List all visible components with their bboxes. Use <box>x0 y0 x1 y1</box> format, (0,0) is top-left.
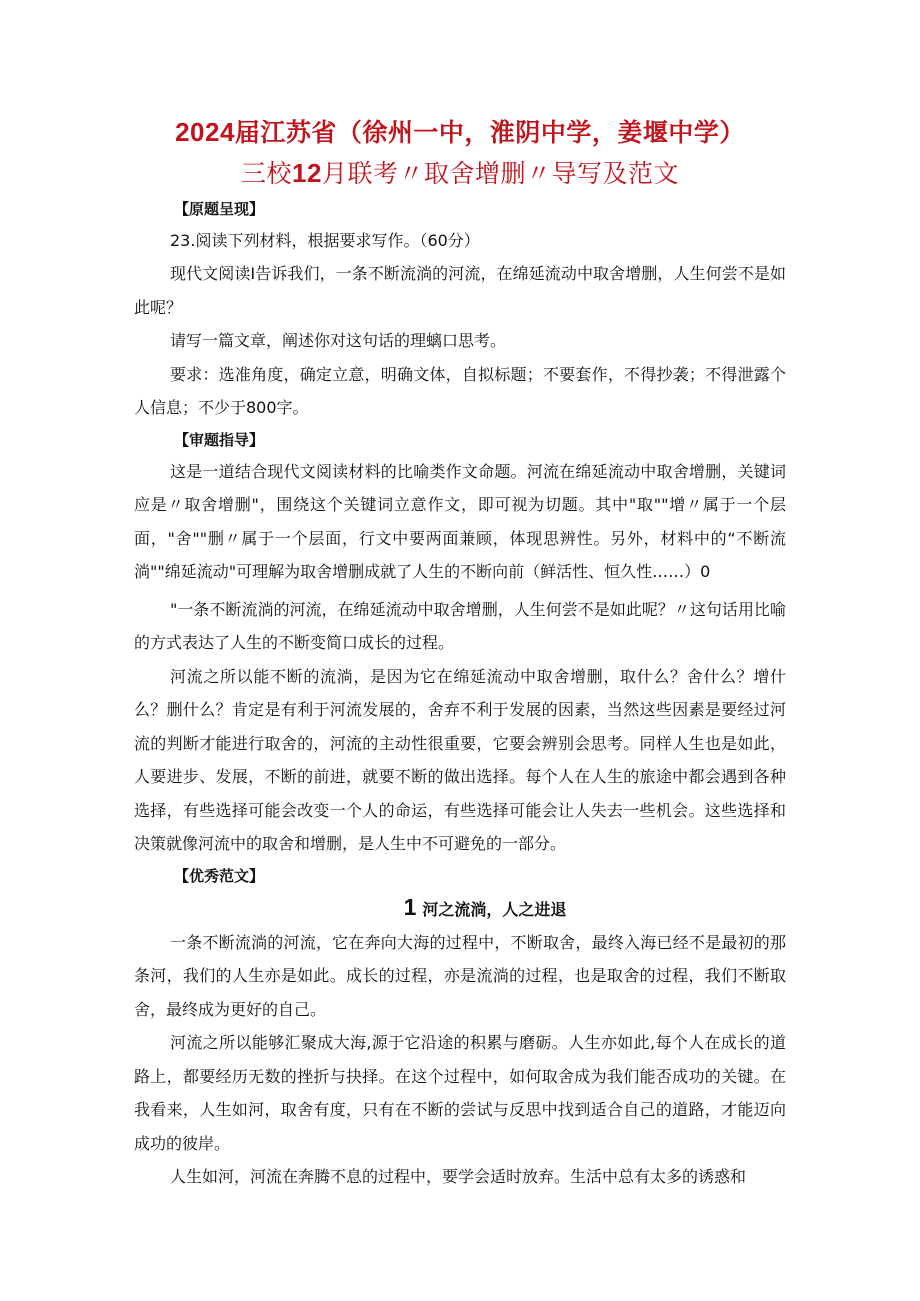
question-task: 请写一篇文章，阐述你对这句话的理螭口思考。 <box>170 331 507 350</box>
essay-paragraph-1: 一条不断流淌的河流，它在奔向大海的过程中，不断取舍，最终入海已经不是最初的那条河，我们的人生亦是如此。成长的过程，亦是流淌的过程，也是取舍的过程，我们不断取舍，最终成为更好的自己。 <box>134 932 786 1019</box>
section-guide-label: 【审题指导】 <box>174 430 265 449</box>
question-requirements: 要求：选准角度，确定立意，明确文体，自拟标题；不要套作，不得抄袭；不得泄露个人信息；不少于800字。 <box>134 364 786 417</box>
document-page <box>134 112 786 1194</box>
document-title-line2: 三校12月联考〃取舍增删〃导写及范文 <box>241 158 679 188</box>
guide-paragraph-1: 这是一道结合现代文阅读材料的比喻类作文命题。河流在绵延流动中取舍增删，关键词应是〃取舍增删"，围绕这个关键词立意作文，即可视为切题。其中"取""增〃属于一个层面，"舍""删〃属于一个层面，行文中要两面兼顾，体现思辨性。另外，材料中的“不断流淌""绵延流动"可理解为取舍增删成就了人生的不断向前（鲜活性、恒久性……）0 <box>134 461 786 581</box>
guide-paragraph-3: 河流之所以能不断的流淌，是因为它在绵延流动中取舍增删，取什么？舍什么？增什么？删什么？肯定是有利于河流发展的，舍弃不利于发展的因素，当然这些因素是要经过河流的判断才能进行取舍的，河流的主动性很重要，它要会辨别会思考。同样人生也是如此，人要进步、发展，不断的前进，就要不断的做出选择。每个人在人生的旅途中都会遇到各种选择，有些选择可能会改变一个人的命运，有些选择可能会让人失去一些机会。这些选择和决策就像河流中的取舍和增删，是人生中不可避免的一部分。 <box>134 666 786 853</box>
essay-paragraph-2: 河流之所以能够汇聚成大海,源于它沿途的积累与磨砺。人生亦如此,每个人在成长的道路上，都要经历无数的挫折与抉择。在这个过程中，如何取舍成为我们能否成功的关键。在我看来，人生如河，取舍有度，只有在不断的尝试与反思中找到适合自己的道路，才能迈向成功的彼岸。 <box>134 1033 786 1153</box>
question-material: 现代文阅读Ⅰ告诉我们，一条不断流淌的河流，在绵延流动中取舍增删，人生何尝不是如此呢？ <box>134 264 786 317</box>
section-original-label: 【原题呈现】 <box>174 200 265 218</box>
section-essay-label: 【优秀范文】 <box>174 866 265 885</box>
document-title-line1: 2024届江苏省（徐州一中，淮阴中学，姜堰中学） <box>175 117 745 147</box>
question-line: 23.阅读下列材料，根据要求写作。（60分） <box>170 231 480 250</box>
essay-title: 1 河之流淌，人之进退 <box>403 893 567 920</box>
essay-paragraph-3: 人生如河，河流在奔腾不息的过程中，要学会适时放弃。生活中总有太多的诱惑和 <box>170 1167 747 1186</box>
guide-paragraph-2: "一条不断流淌的河流，在绵延流动中取舍增删，人生何尝不是如此呢？〃这句话用比喻的方式表达了人生的不断变简口成长的过程。 <box>134 599 786 652</box>
